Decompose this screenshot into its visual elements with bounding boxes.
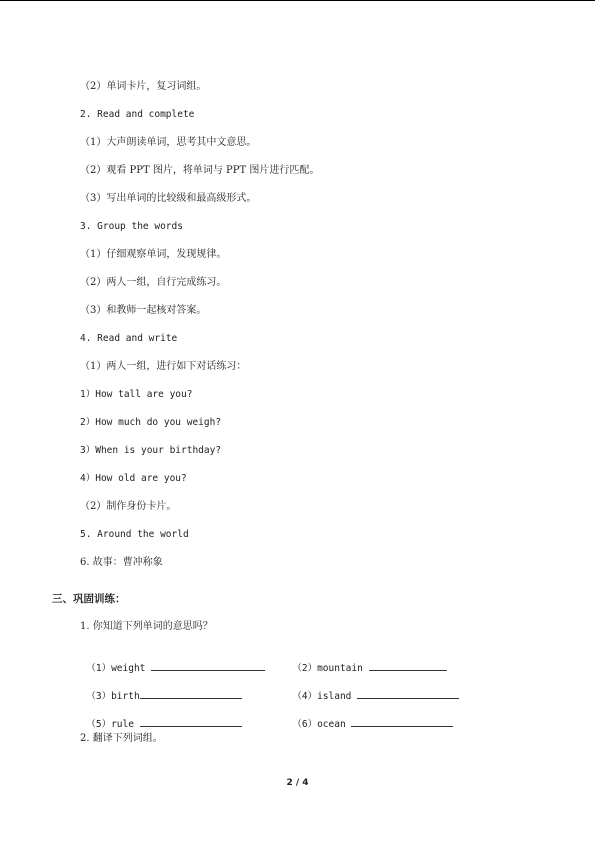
text-line: （1）大声朗读单词，思考其中文意思。 (80, 137, 257, 148)
vocab-item (80, 677, 242, 703)
answer-blank[interactable] (151, 661, 265, 671)
dialogue-question: 3）When is your birthday? (80, 445, 222, 456)
dialogue-question: 4）How old are you? (80, 473, 187, 484)
step-heading: 6. 故事：曹冲称象 (80, 557, 163, 568)
step-heading: 5. Around the world (80, 529, 189, 540)
text-line: （2）单词卡片，复习词组。 (80, 81, 207, 92)
text-line: （2）两人一组，自行完成练习。 (80, 277, 227, 288)
text-line: （3）和教师一起核对答案。 (80, 305, 207, 316)
vocab-item (286, 649, 447, 675)
text-line: （1）两人一组，进行如下对话练习： (80, 361, 247, 372)
vocab-item (286, 705, 453, 731)
text-line: （2）制作身份卡片。 (80, 501, 177, 512)
answer-blank[interactable] (357, 689, 459, 699)
vocab-label: （3）birth (86, 691, 140, 702)
exercise-title: 2. 翻译下列词组。 (80, 733, 163, 744)
answer-blank[interactable] (140, 717, 242, 727)
answer-blank[interactable] (140, 689, 242, 699)
vocab-label: （2）mountain (292, 663, 369, 674)
text-line: （3）写出单词的比较级和最高级形式。 (80, 193, 257, 204)
section-heading: 三、巩固训练： (52, 593, 126, 605)
header-rule (0, 0, 595, 1)
page-number: 2 / 4 (286, 778, 309, 788)
dialogue-question: 1）How tall are you? (80, 389, 193, 400)
step-heading: 2. Read and complete (80, 109, 195, 120)
text-line: （1）仔细观察单词，发现规律。 (80, 249, 227, 260)
vocab-label: （6）ocean (292, 719, 352, 730)
vocab-item (80, 705, 242, 731)
vocab-label: （4）island (292, 691, 358, 702)
vocab-label: （1）weight (86, 663, 152, 674)
vocab-label: （5）rule (86, 719, 140, 730)
vocab-item (286, 677, 459, 703)
text-line: （2）观看 PPT 图片，将单词与 PPT 图片进行匹配。 (80, 165, 320, 176)
answer-blank[interactable] (351, 717, 453, 727)
step-heading: 4. Read and write (80, 333, 178, 344)
answer-blank[interactable] (369, 661, 447, 671)
exercise-title: 1. 你知道下列单词的意思吗？ (80, 621, 213, 632)
step-heading: 3. Group the words (80, 221, 183, 232)
dialogue-question: 2）How much do you weigh? (80, 417, 222, 428)
vocab-item (80, 649, 265, 675)
